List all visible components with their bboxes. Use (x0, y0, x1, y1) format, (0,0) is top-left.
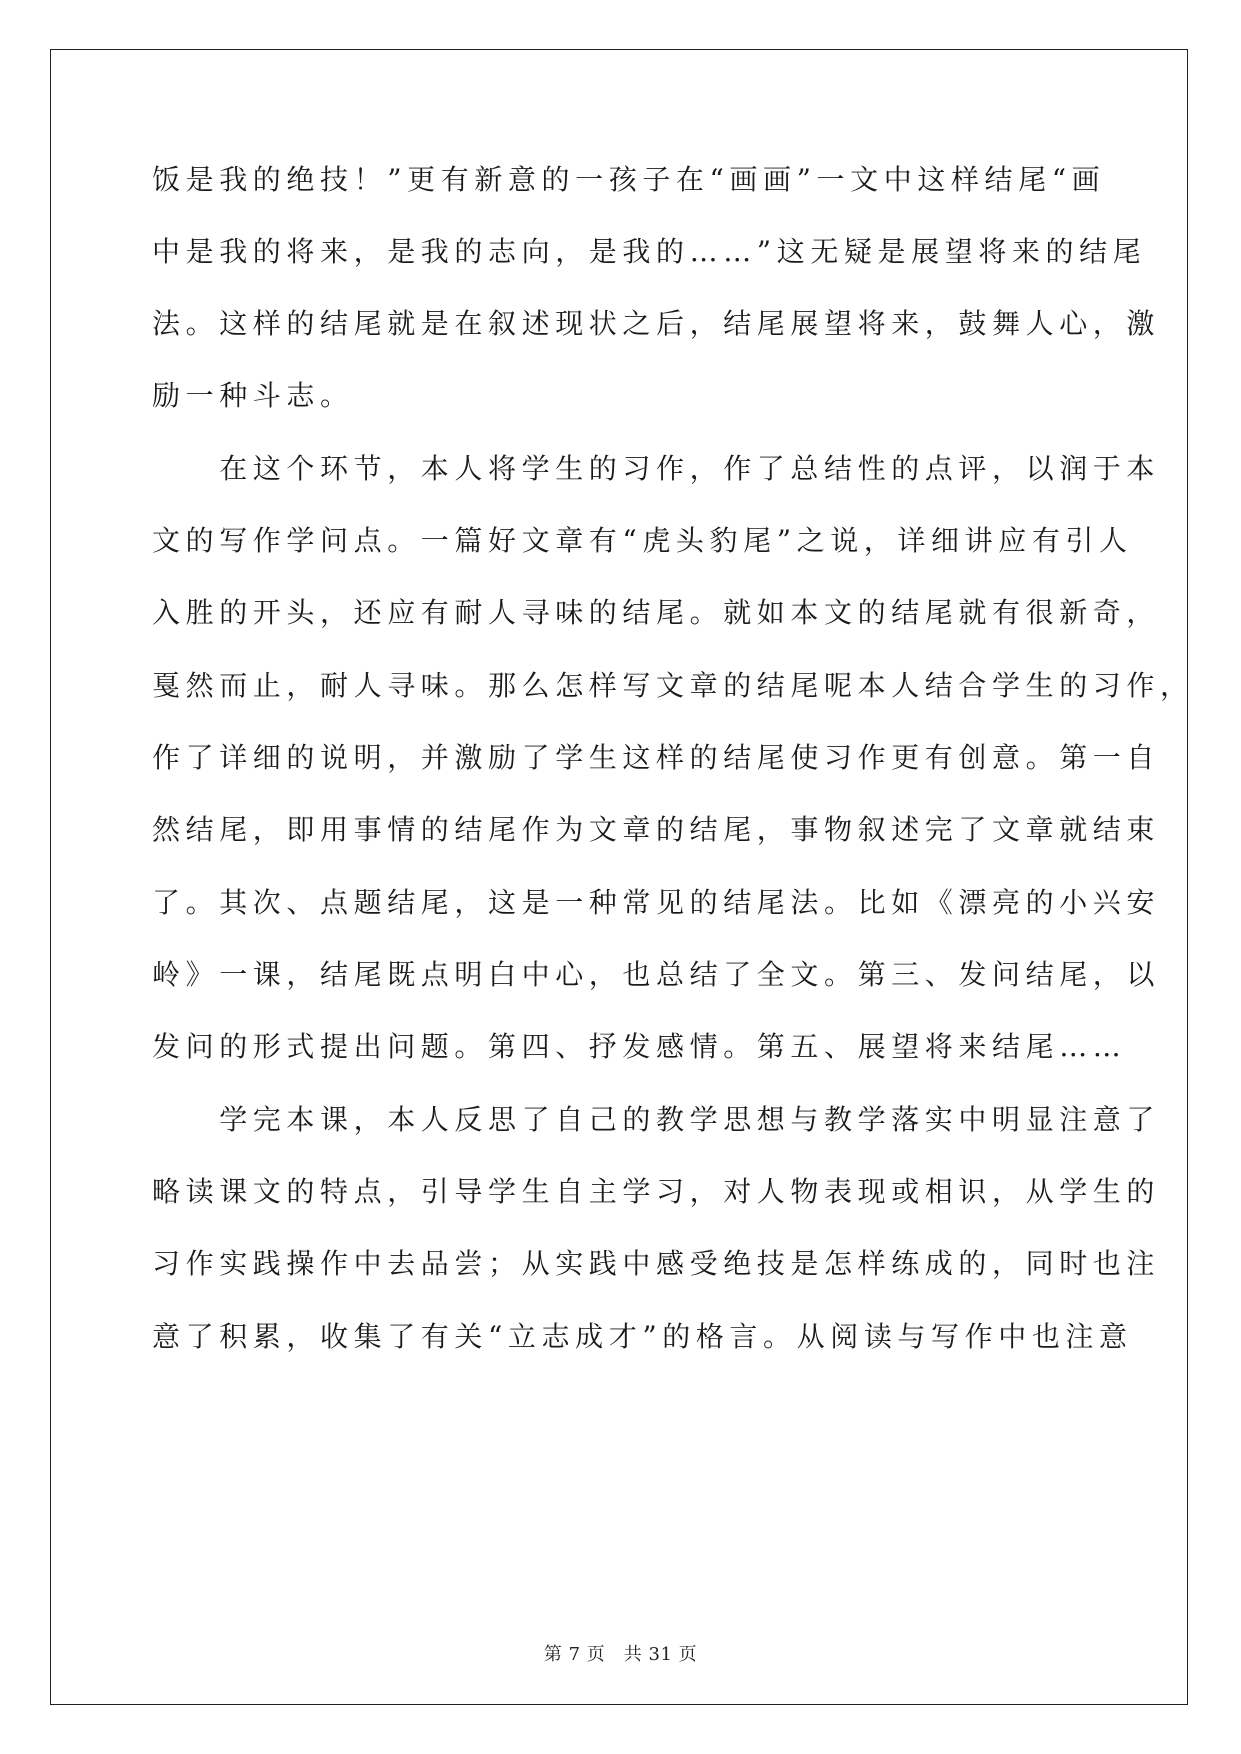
text-line: 入胜的开头，还应有耐人寻味的结尾。就如本文的结尾就有很新奇， (152, 596, 1161, 629)
text-line: 文的写作学问点。一篇好文章有“虎头豹尾”之说，详细讲应有引人 (152, 524, 1133, 557)
text-line: 发问的形式提出问题。第四、抒发感情。第五、展望将来结尾…… (152, 1030, 1127, 1063)
text-line: 岭》一课，结尾既点明白中心，也总结了全文。第三、发问结尾，以 (152, 958, 1161, 991)
text-line: 学完本课，本人反思了自己的教学思想与教学落实中明显注意了 (152, 1103, 1161, 1136)
text-line: 然结尾，即用事情的结尾作为文章的结尾，事物叙述完了文章就结束 (152, 813, 1161, 846)
text-line: 略读课文的特点，引导学生自主学习，对人物表现或相识，从学生的 (152, 1175, 1161, 1208)
page-number-footer: 第 7 页 共 31 页 (543, 1644, 698, 1665)
text-line: 励一种斗志。 (152, 379, 354, 412)
text-line: 饭是我的绝技！”更有新意的一孩子在“画画”一文中这样结尾“画 (152, 163, 1106, 196)
text-line: 在这个环节，本人将学生的习作，作了总结性的点评，以润于本 (152, 452, 1161, 485)
text-line: 作了详细的说明，并激励了学生这样的结尾使习作更有创意。第一自 (152, 741, 1161, 774)
text-line: 了。其次、点题结尾，这是一种常见的结尾法。比如《漂亮的小兴安 (152, 886, 1161, 919)
text-line: 法。这样的结尾就是在叙述现状之后，结尾展望将来，鼓舞人心，激 (152, 307, 1161, 340)
text-line: 意了积累，收集了有关“立志成才”的格言。从阅读与写作中也注意 (152, 1320, 1133, 1353)
text-line: 习作实践操作中去品尝；从实践中感受绝技是怎样练成的，同时也注 (152, 1247, 1161, 1280)
text-line: 戛然而止，耐人寻味。那么怎样写文章的结尾呢本人结合学生的习作， (152, 669, 1194, 702)
text-line: 中是我的将来，是我的志向，是我的……”这无疑是展望将来的结尾 (152, 235, 1147, 268)
page-border (50, 49, 1188, 1705)
